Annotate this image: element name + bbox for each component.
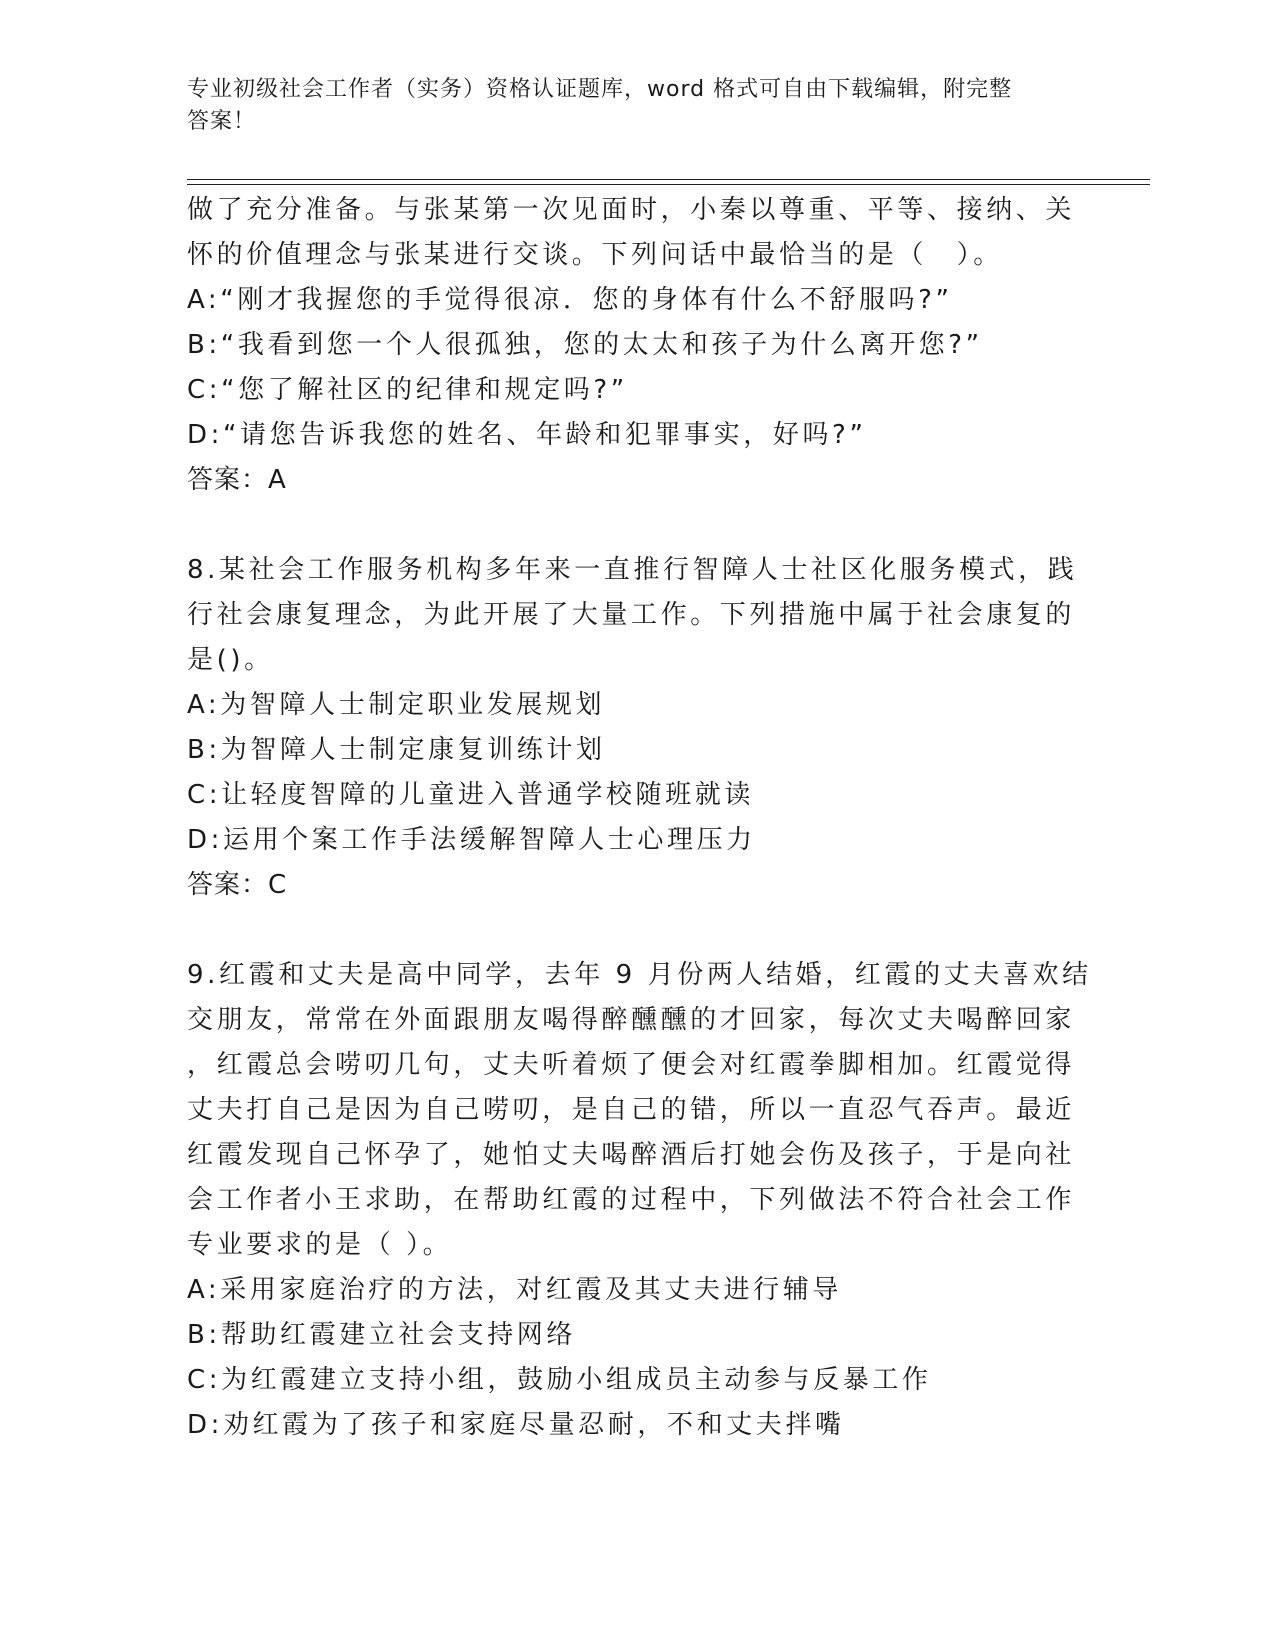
question-stem-line: 是()。 xyxy=(187,645,274,675)
option-d: D:运用个案工作手法缓解智障人士心理压力 xyxy=(187,825,756,855)
header-line-2: 答案！ xyxy=(187,109,257,134)
option-b: B:为智障人士制定康复训练计划 xyxy=(187,735,606,765)
header-line-1: 专业初级社会工作者（实务）资格认证题库，word 格式可自由下载编辑，附完整 xyxy=(187,77,1013,102)
option-a: A:采用家庭治疗的方法，对红霞及其丈夫进行辅导 xyxy=(187,1275,842,1305)
option-c: C:“您了解社区的纪律和规定吗?” xyxy=(187,375,628,405)
question-stem-line: 行社会康复理念，为此开展了大量工作。下列措施中属于社会康复的 xyxy=(187,600,1076,630)
document-header xyxy=(187,74,1067,138)
question-stem-line: 8.某社会工作服务机构多年来一直推行智障人士社区化服务模式，践 xyxy=(187,555,1078,585)
option-d: D:“请您告诉我您的姓名、年龄和犯罪事实，好吗?” xyxy=(187,420,867,450)
question-stem-line: ，红霞总会唠叨几句，丈夫听着烦了便会对红霞拳脚相加。红霞觉得 xyxy=(187,1050,1076,1080)
question-8 xyxy=(187,548,1087,908)
answer-label: 答案：C xyxy=(187,870,288,900)
option-b: B:帮助红霞建立社会支持网络 xyxy=(187,1320,576,1350)
question-stem-line: 交朋友，常常在外面跟朋友喝得醉醺醺的才回家，每次丈夫喝醉回家 xyxy=(187,1005,1076,1035)
question-stem-line: 会工作者小王求助，在帮助红霞的过程中，下列做法不符合社会工作 xyxy=(187,1185,1076,1215)
answer-label: 答案：A xyxy=(187,465,287,495)
question-stem-line: 怀的价值理念与张某进行交谈。下列问话中最恰当的是（ ）。 xyxy=(187,240,1003,270)
question-stem-line: 红霞发现自己怀孕了，她怕丈夫喝醉酒后打她会伤及孩子，于是向社 xyxy=(187,1140,1076,1170)
option-c: C:让轻度智障的儿童进入普通学校随班就读 xyxy=(187,780,754,810)
question-content xyxy=(187,188,1092,1448)
question-stem-line: 丈夫打自己是因为自己唠叨，是自己的错，所以一直忍气吞声。最近 xyxy=(187,1095,1076,1125)
option-c: C:为红霞建立支持小组，鼓励小组成员主动参与反暴工作 xyxy=(187,1365,932,1395)
option-a: A:“刚才我握您的手觉得很凉．您的身体有什么不舒服吗?” xyxy=(187,285,953,315)
spacer xyxy=(187,503,1087,548)
question-9 xyxy=(187,953,1092,1448)
option-a: A:为智障人士制定职业发展规划 xyxy=(187,690,606,720)
question-stem-line: 9.红霞和丈夫是高中同学，去年 9 月份两人结婚，红霞的丈夫喜欢结 xyxy=(187,960,1092,990)
header-rule-top xyxy=(187,179,1150,180)
question-7 xyxy=(187,188,1087,503)
header-rule-bottom xyxy=(187,184,1150,185)
option-b: B:“我看到您一个人很孤独，您的太太和孩子为什么离开您?” xyxy=(187,330,983,360)
option-d: D:劝红霞为了孩子和家庭尽量忍耐，不和丈夫拌嘴 xyxy=(187,1410,845,1440)
question-stem-line: 做了充分准备。与张某第一次见面时，小秦以尊重、平等、接纳、关 xyxy=(187,195,1076,225)
spacer xyxy=(187,908,1087,953)
question-stem-line: 专业要求的是（ ）。 xyxy=(187,1230,453,1260)
